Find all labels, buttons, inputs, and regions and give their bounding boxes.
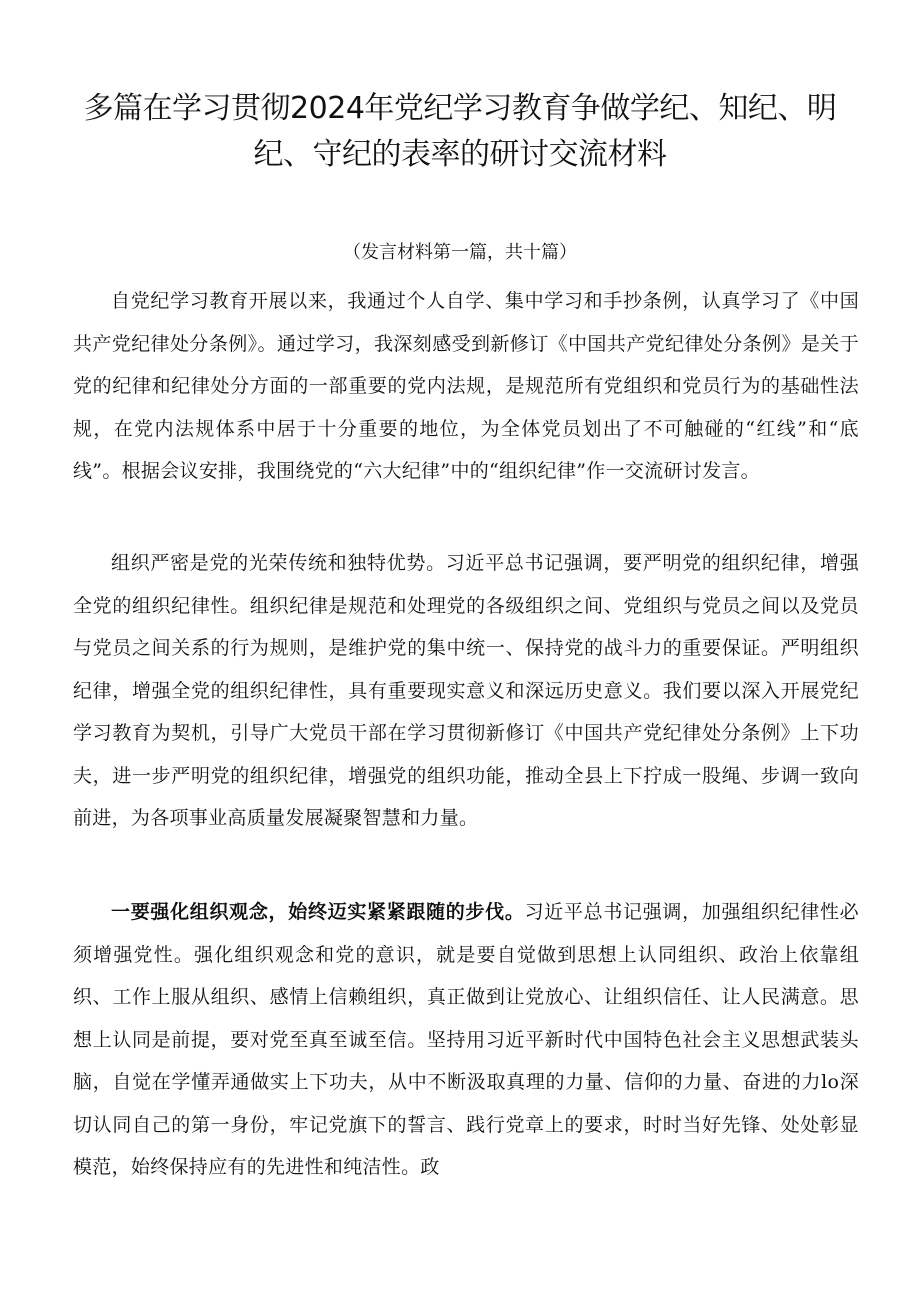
paragraph-intro	[73, 280, 859, 493]
paragraph-text: 习近平总书记强调，加强组织纪律性必须增强党性。强化组织观念和党的意识，就是要自觉做到思想上认同组织、政治上依靠组织、工作上服从组织、感情上信赖组织，真正做到让党放心、让组织信任、让人民满意。思想上认同是前提，要对党至真至诚至信。坚持用习近平新时代中国特色社会主义思想武装头脑，自觉在学懂弄通做实上下功夫，从中不断汲取真理的力量、信仰的力量、奋进的力lo深切认同自己的第一身份，牢记党旗下的誓言、践行党章上的要求，时时当好先锋、处处彰显模范，始终保持应有的先进性和纯洁性。政	[73, 901, 859, 1178]
document-subtitle: （发言材料第一篇，共十篇）	[343, 242, 577, 263]
paragraph-organization	[73, 542, 859, 840]
paragraph-text: 自党纪学习教育开展以来，我通过个人自学、集中学习和手抄条例，认真学习了《中国共产党纪律处分条例》。通过学习，我深刻感受到新修订《中国共产党纪律处分条例》是关于党的纪律和纪律处分方面的一部重要的党内法规，是规范所有党组织和党员行为的基础性法规，在党内法规体系中居于十分重要的地位，为全体党员划出了不可触碰的“红线”和“底线”。根据会议安排，我围绕党的“六大纪律”中的“组织纪律”作一交流研讨发言。	[73, 290, 859, 482]
document-title: 多篇在学习贯彻2024年党纪学习教育争做学纪、知纪、明纪、守纪的表率的研讨交流材料	[83, 91, 837, 172]
paragraph-text: 组织严密是党的光荣传统和独特优势。习近平总书记强调，要严明党的组织纪律，增强全党的组织纪律性。组织纪律是规范和处理党的各级组织之间、党组织与党员之间以及党员与党员之间关系的行为规则，是维护党的集中统一、保持党的战斗力的重要保证。严明组织纪律，增强全党的组织纪律性，具有重要现实意义和深远历史意义。我们要以深入开展党纪学习教育为契机，引导广大党员干部在学习贯彻新修订《中国共产党纪律处分条例》上下功夫，进一步严明党的组织纪律，增强党的组织功能，推动全县上下拧成一股绳、步调一致向前进，为各项事业高质量发展凝聚智慧和力量。	[73, 552, 859, 829]
paragraph-lead-heading: 一要强化组织观念，始终迈实紧紧跟随的步伐。	[111, 901, 525, 923]
paragraph-point-one	[73, 891, 859, 1189]
